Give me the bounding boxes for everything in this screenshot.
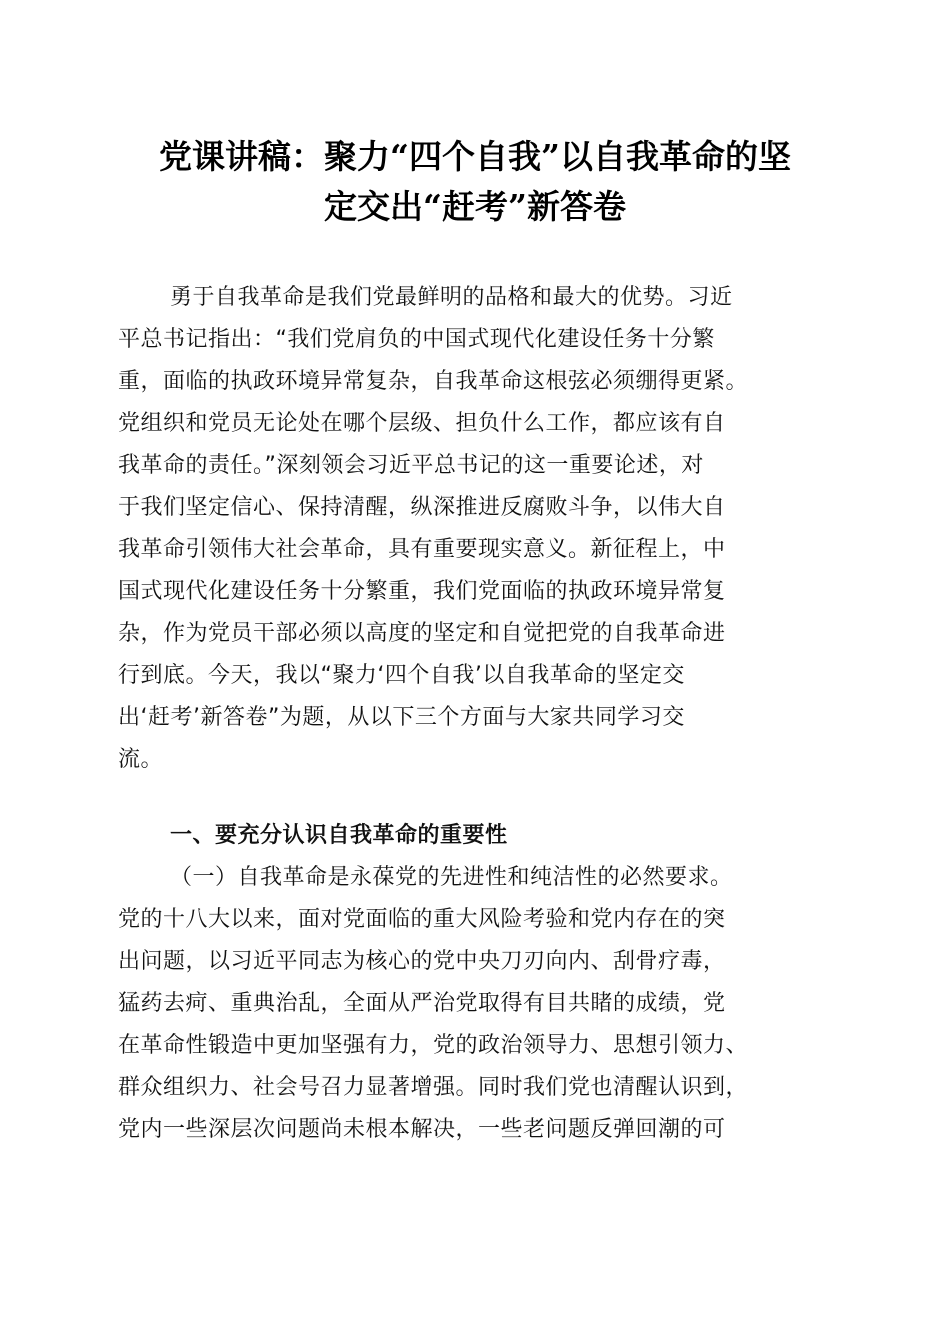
paragraph-line: （一）自我革命是永葆党的先进性和纯洁性的必然要求。 — [170, 865, 733, 890]
paragraph-line: 在革命性锻造中更加坚强有力，党的政治领导力、思想引领力、 — [118, 1033, 749, 1058]
title-line: 党课讲稿：聚力“四个自我”以自我革命的坚 — [159, 137, 791, 176]
paragraph-line: 我革命引领伟大社会革命，具有重要现实意义。新征程上，中 — [118, 537, 726, 562]
paragraph-line: 党内一些深层次问题尚未根本解决，一些老问题反弹回潮的可 — [118, 1117, 726, 1142]
section-paragraph — [118, 857, 838, 1151]
section-heading — [118, 815, 838, 857]
intro-paragraph — [118, 277, 838, 781]
paragraph-line: 我革命的责任。”深刻领会习近平总书记的这一重要论述，对 — [118, 453, 704, 478]
paragraph-line: 党组织和党员无论处在哪个层级、担负什么工作，都应该有自 — [118, 411, 726, 436]
paragraph-line: 党的十八大以来，面对党面临的重大风险考验和党内存在的突 — [118, 907, 726, 932]
document-title — [100, 132, 850, 232]
paragraph-line: 流。 — [118, 747, 164, 772]
paragraph-line: 平总书记指出：“我们党肩负的中国式现代化建设任务十分繁 — [118, 327, 715, 352]
section-heading-text: 一、要充分认识自我革命的重要性 — [170, 823, 508, 848]
paragraph-line: 行到底。今天，我以“聚力‘四个自我’以自我革命的坚定交 — [118, 663, 685, 688]
paragraph-line: 于我们坚定信心、保持清醒，纵深推进反腐败斗争，以伟大自 — [118, 495, 726, 520]
paragraph-line: 群众组织力、社会号召力显著增强。同时我们党也清醒认识到， — [118, 1075, 749, 1100]
title-line: 定交出“赶考”新答卷 — [324, 187, 626, 226]
paragraph-line: 杂，作为党员干部必须以高度的坚定和自觉把党的自我革命进 — [118, 621, 726, 646]
paragraph-line: 出‘赶考’新答卷”为题，从以下三个方面与大家共同学习交 — [118, 705, 685, 730]
paragraph-line: 重，面临的执政环境异常复杂，自我革命这根弦必须绷得更紧。 — [118, 369, 749, 394]
paragraph-line: 出问题，以习近平同志为核心的党中央刀刃向内、刮骨疗毒， — [118, 949, 726, 974]
paragraph-line: 勇于自我革命是我们党最鲜明的品格和最大的优势。习近 — [170, 285, 733, 310]
paragraph-line: 猛药去疴、重典治乱，全面从严治党取得有目共睹的成绩，党 — [118, 991, 726, 1016]
paragraph-line: 国式现代化建设任务十分繁重，我们党面临的执政环境异常复 — [118, 579, 726, 604]
